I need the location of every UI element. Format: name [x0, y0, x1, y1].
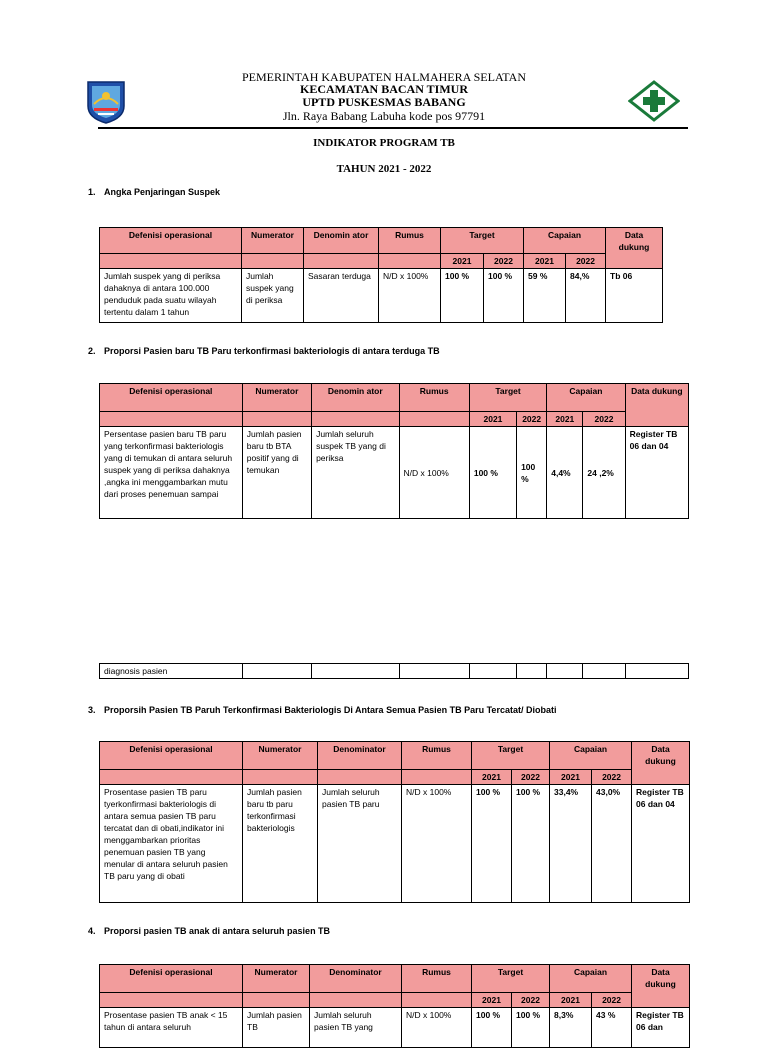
header-target: Target [469, 384, 546, 412]
header-capaian: Capaian [524, 228, 606, 254]
cell-target-2021: 100 % [472, 1008, 512, 1048]
section-1-title [88, 187, 220, 197]
header-denominator: Denomin ator [312, 384, 399, 412]
section-3-title [88, 705, 556, 715]
cell-target-2022: 100 % [517, 427, 547, 519]
cell-rumus: N/D x 100% [402, 785, 472, 903]
cell-definition: Jumlah suspek yang di periksa dahaknya di antara 100.000 penduduk pada suatu wilayah tertentu dalam 1 tahun [100, 269, 242, 323]
cell-target-2022: 100 % [484, 269, 524, 323]
cell-capaian-2022: 43 % [592, 1008, 632, 1048]
header-denominator: Denomin ator [304, 228, 379, 254]
cell-target-2021: 100 % [441, 269, 484, 323]
cell-capaian-2021: 33,4% [550, 785, 592, 903]
section-number: 2. [88, 346, 96, 356]
cell-rumus: N/D x 100% [402, 1008, 472, 1048]
header-target: Target [472, 742, 550, 770]
cell-capaian-2022: 24 ,2% [583, 427, 625, 519]
cell-definition: Persentase pasien baru TB paru yang terkonfirmasi bakteriologis yang di temukan di antara seluruh suspek yang di periksa dahaknya ,angka ini menggambarkan mutu dari proses penemuan sampai [100, 427, 243, 519]
section-number: 4. [88, 926, 96, 936]
header-rumus: Rumus [402, 965, 472, 993]
regency-emblem-icon [84, 78, 128, 124]
cell-target-2021: 100 % [472, 785, 512, 903]
header-target-2022: 2022 [512, 770, 550, 785]
header-capaian-2021: 2021 [550, 770, 592, 785]
header-denominator: Denominator [310, 965, 402, 993]
indicator-table-2-continued [99, 663, 689, 679]
section-heading: Proporsi Pasien baru TB Paru terkonfirmasi bakteriologis di antara terduga TB [104, 346, 440, 356]
header-capaian-2022: 2022 [583, 412, 625, 427]
cell-denominator: Sasaran terduga [304, 269, 379, 323]
cell-denominator: Jumlah seluruh suspek TB yang di periksa [312, 427, 399, 519]
header-target-2022: 2022 [517, 412, 547, 427]
header-numerator: Numerator [243, 742, 318, 770]
header-rumus: Rumus [399, 384, 469, 412]
letterhead-line-1: PEMERINTAH KABUPATEN HALMAHERA SELATAN [242, 70, 526, 84]
section-heading: Proporsih Pasien TB Paruh Terkonfirmasi Bakteriologis Di Antara Semua Pasien TB Paru Tercatat/ Diobati [104, 705, 557, 715]
letterhead-line-4: Jln. Raya Babang Labuha kode pos 97791 [282, 109, 486, 123]
header-data-dukung: Data dukung [632, 965, 690, 1008]
header-target-2021: 2021 [441, 254, 484, 269]
cell-denominator: Jumlah seluruh pasien TB yang [310, 1008, 402, 1048]
header-capaian: Capaian [550, 965, 632, 993]
header-numerator: Numerator [242, 228, 304, 254]
header-capaian-2022: 2022 [592, 993, 632, 1008]
cell-rumus: N/D x 100% [379, 269, 441, 323]
cell-definition: Prosentase pasien TB paru tyerkonfirmasi bakteriologis di antara semua pasien TB paru tercatat dan di obati,indikator ini menggambarkan prioritas penemuan pasien TB yang menular di antara seluruh pasien TB paru yang di obati [100, 785, 243, 903]
cell-capaian-2021: 8,3% [550, 1008, 592, 1048]
letterhead-divider [98, 127, 688, 129]
header-capaian: Capaian [547, 384, 625, 412]
cell-target-2022: 100 % [512, 1008, 550, 1048]
cell-data-dukung: Register TB 06 dan 04 [632, 785, 690, 903]
header-capaian-2022: 2022 [592, 770, 632, 785]
letterhead-line-2: KECAMATAN BACAN TIMUR [300, 82, 468, 96]
cell-numerator: Jumlah pasien baru tb BTA positif yang di temukan [242, 427, 311, 519]
cell-capaian-2021: 59 % [524, 269, 566, 323]
header-capaian-2021: 2021 [550, 993, 592, 1008]
cell-target-2022: 100 % [512, 785, 550, 903]
header-target-2021: 2021 [472, 993, 512, 1008]
header-rumus: Rumus [402, 742, 472, 770]
cell-rumus: N/D x 100% [399, 427, 469, 519]
letterhead-line-3: UPTD PUSKESMAS BABANG [302, 95, 466, 109]
section-number: 3. [88, 705, 96, 715]
cell-numerator: Jumlah pasien TB [243, 1008, 310, 1048]
cell-data-dukung: Register TB 06 dan [632, 1008, 690, 1048]
cell-denominator: Jumlah seluruh pasien TB paru [318, 785, 402, 903]
indicator-table-3 [99, 741, 690, 903]
header-capaian: Capaian [550, 742, 632, 770]
header-definition: Defenisi operasional [100, 742, 243, 770]
header-definition: Defenisi operasional [100, 965, 243, 993]
header-target-2021: 2021 [472, 770, 512, 785]
section-2-title [88, 346, 440, 356]
header-definition: Defenisi operasional [100, 228, 242, 254]
header-data-dukung: Data dukung [625, 384, 688, 427]
header-target: Target [441, 228, 524, 254]
cell-capaian-2022: 84,% [566, 269, 606, 323]
header-rumus: Rumus [379, 228, 441, 254]
header-definition: Defenisi operasional [100, 384, 243, 412]
puskesmas-logo-icon [628, 80, 680, 122]
header-target-2021: 2021 [469, 412, 516, 427]
header-data-dukung: Data dukung [606, 228, 663, 269]
header-target: Target [472, 965, 550, 993]
section-4-title [88, 926, 330, 936]
document-title: INDIKATOR PROGRAM TB [313, 137, 455, 149]
indicator-table-4 [99, 964, 690, 1048]
section-heading: Proporsi pasien TB anak di antara seluruh pasien TB [104, 926, 331, 936]
cell-numerator: Jumlah pasien baru tb paru terkonfirmasi bakteriologis [243, 785, 318, 903]
cell-data-dukung: Register TB 06 dan 04 [625, 427, 688, 519]
cell-numerator: Jumlah suspek yang di periksa [242, 269, 304, 323]
section-number: 1. [88, 187, 96, 197]
header-numerator: Numerator [242, 384, 311, 412]
cell-capaian-2021: 4,4% [547, 427, 583, 519]
indicator-table-1 [99, 227, 663, 323]
document-subtitle: TAHUN 2021 - 2022 [336, 163, 432, 175]
header-numerator: Numerator [243, 965, 310, 993]
header-target-2022: 2022 [484, 254, 524, 269]
cell-definition-continued: diagnosis pasien [100, 664, 243, 679]
indicator-table-2 [99, 383, 689, 519]
header-denominator: Denominator [318, 742, 402, 770]
cell-data-dukung: Tb 06 [606, 269, 663, 323]
header-capaian-2022: 2022 [566, 254, 606, 269]
cell-capaian-2022: 43,0% [592, 785, 632, 903]
header-capaian-2021: 2021 [524, 254, 566, 269]
cell-definition: Prosentase pasien TB anak < 15 tahun di antara seluruh [100, 1008, 243, 1048]
section-heading: Angka Penjaringan Suspek [104, 187, 221, 197]
cell-target-2021: 100 % [469, 427, 516, 519]
header-target-2022: 2022 [512, 993, 550, 1008]
header-capaian-2021: 2021 [547, 412, 583, 427]
header-data-dukung: Data dukung [632, 742, 690, 785]
